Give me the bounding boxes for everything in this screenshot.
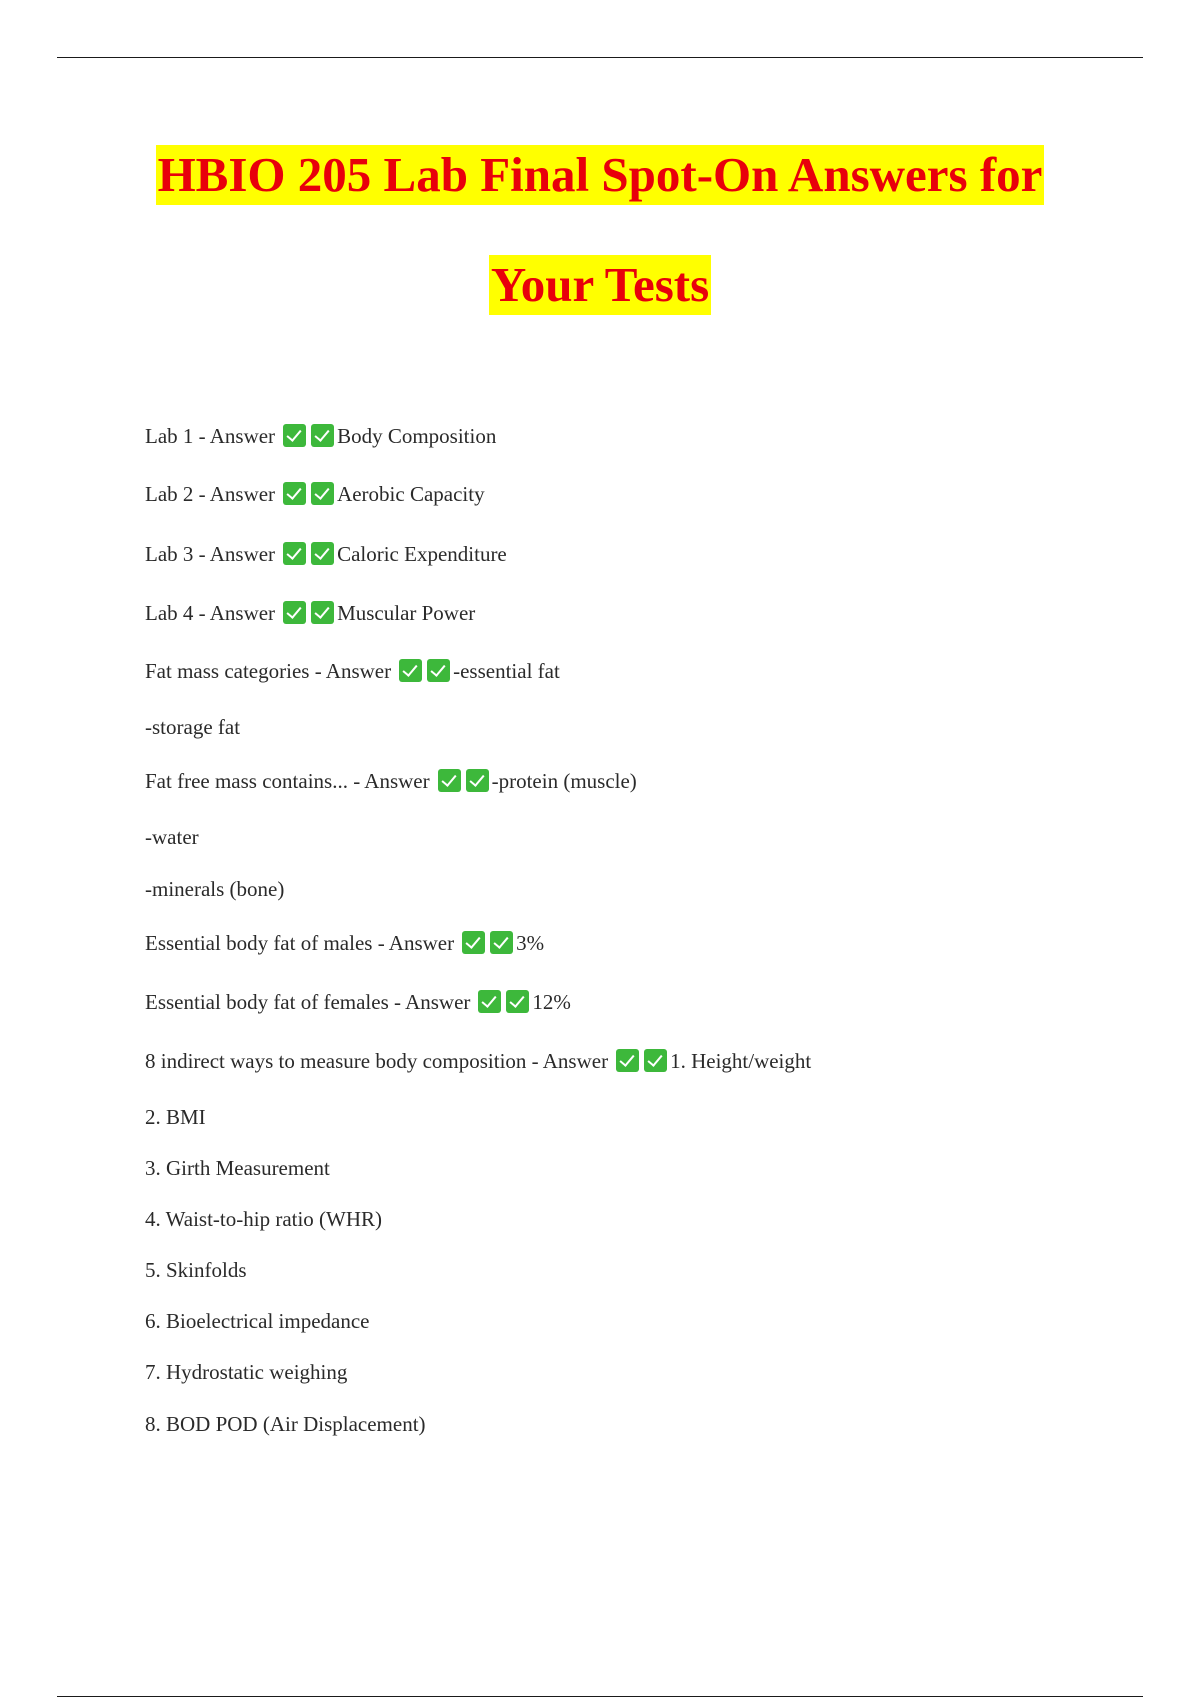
answer-text: 3%	[516, 931, 545, 955]
qa-entry	[145, 423, 496, 449]
check-box-icon	[311, 601, 334, 624]
qa-entry	[145, 1048, 811, 1074]
qa-entry	[145, 658, 560, 684]
answer-text: 12%	[532, 990, 571, 1014]
answer-text: -storage fat	[145, 715, 241, 739]
check-box-icon	[283, 542, 306, 565]
check-box-icon	[466, 769, 489, 792]
answer-continuation	[145, 876, 284, 902]
answer-text: -minerals (bone)	[145, 877, 285, 901]
check-box-icon	[283, 482, 306, 505]
question-text: Lab 2 - Answer	[145, 482, 276, 506]
check-box-icon	[462, 931, 485, 954]
title-line-2: Your Tests	[489, 255, 711, 315]
answer-continuation	[145, 1257, 247, 1283]
question-text: Fat mass categories - Answer	[145, 659, 392, 683]
answer-text: 2. BMI	[145, 1105, 206, 1129]
check-box-icon	[438, 769, 461, 792]
qa-entry	[145, 541, 507, 567]
answer-text: -water	[145, 825, 199, 849]
answer-continuation	[145, 714, 240, 740]
answer-continuation	[145, 1411, 426, 1437]
question-text: Essential body fat of females - Answer	[145, 990, 471, 1014]
title-line-1: HBIO 205 Lab Final Spot-On Answers for	[156, 145, 1045, 205]
question-text: Essential body fat of males - Answer	[145, 931, 455, 955]
answer-continuation	[145, 1104, 206, 1130]
question-text: Fat free mass contains... - Answer	[145, 769, 430, 793]
question-text: Lab 1 - Answer	[145, 424, 276, 448]
check-box-icon	[490, 931, 513, 954]
answer-text: 6. Bioelectrical impedance	[145, 1309, 370, 1333]
answer-text: Aerobic Capacity	[337, 482, 485, 506]
header-rule	[57, 57, 1143, 58]
check-box-icon	[427, 659, 450, 682]
answer-text: Body Composition	[337, 424, 497, 448]
answer-text: Caloric Expenditure	[337, 542, 507, 566]
answer-text: 7. Hydrostatic weighing	[145, 1360, 348, 1384]
qa-entry	[145, 768, 637, 794]
check-box-icon	[478, 990, 501, 1013]
answer-text: 4. Waist-to-hip ratio (WHR)	[145, 1207, 383, 1231]
check-box-icon	[311, 482, 334, 505]
footer-rule	[57, 1696, 1143, 1697]
qa-entry	[145, 930, 544, 956]
question-text: 8 indirect ways to measure body composition - Answer	[145, 1049, 609, 1073]
answer-text: -protein (muscle)	[491, 769, 637, 793]
answer-text: 1. Height/weight	[670, 1049, 812, 1073]
check-box-icon	[311, 424, 334, 447]
answer-continuation	[145, 1206, 382, 1232]
check-box-icon	[644, 1049, 667, 1072]
answer-text: -essential fat	[453, 659, 560, 683]
check-box-icon	[283, 424, 306, 447]
answer-continuation	[145, 1155, 330, 1181]
qa-entry	[145, 481, 485, 507]
answer-continuation	[145, 824, 199, 850]
check-box-icon	[616, 1049, 639, 1072]
answer-continuation	[145, 1359, 347, 1385]
question-text: Lab 3 - Answer	[145, 542, 276, 566]
qa-entry	[145, 600, 475, 626]
answer-text: 3. Girth Measurement	[145, 1156, 330, 1180]
answer-text: 5. Skinfolds	[145, 1258, 247, 1282]
check-box-icon	[311, 542, 334, 565]
answer-text: Muscular Power	[337, 601, 476, 625]
answer-continuation	[145, 1308, 369, 1334]
answer-text: 8. BOD POD (Air Displacement)	[145, 1412, 426, 1436]
check-box-icon	[283, 601, 306, 624]
qa-entry	[145, 989, 571, 1015]
question-text: Lab 4 - Answer	[145, 601, 276, 625]
check-box-icon	[506, 990, 529, 1013]
check-box-icon	[399, 659, 422, 682]
